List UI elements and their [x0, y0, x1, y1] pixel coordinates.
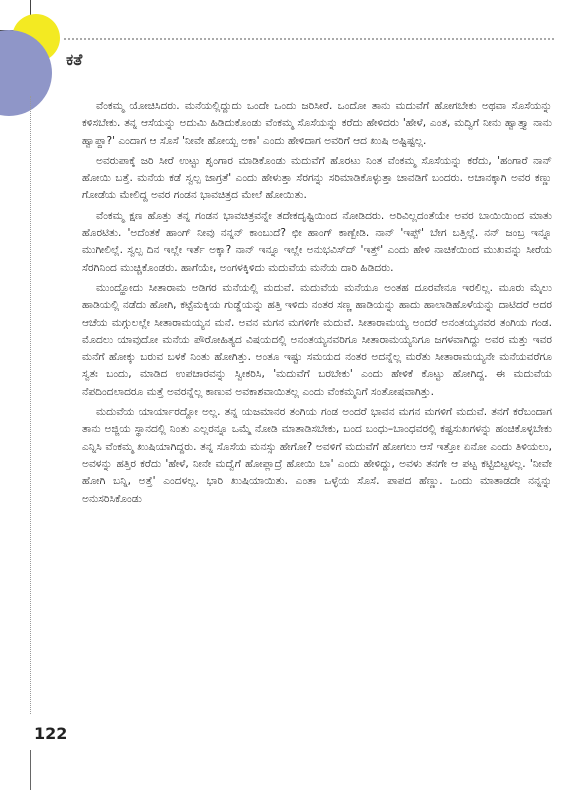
paragraph-5: ಮದುವೆಯ ಯಾರ್ಯಾರದ್ದೋ ಅಲ್ಲ. ತನ್ನ ಯಜಮಾನರ ತಂಗಿಯ ಗಂಡ ಅಂದರೆ ಭಾವನ ಮಗನ ಮಗಳಿಗೆ ಮದುವೆ. ತನಗೆ ಕರೆಬಂದಾಗ ತಾನು ಅಜ್ಜಿಯ ಸ್ಥಾನದಲ್ಲಿ ನಿಂತು ಎಲ್ಲರನ್ನೂ ಒಮ್ಮೆ ನೋಡಿ ಮಾತಾಡಿಸಬೇಕು, ಬಂದ ಬಂಧು–ಬಾಂಧವರಲ್ಲಿ ಕಷ್ಟಸುಖಗಳನ್ನು ಹಂಚಿಕೊಳ್ಳಬೇಕು ಎನ್ನಿಸಿ ವೆಂಕಮ್ಮ ಖುಷಿಯಾಗಿದ್ದರು. ತನ್ನ ಸೊಸೆಯ ಮನಸ್ಸು ಹೇಗೋ? ಅವಳಿಗೆ ಮದುವೆಗೆ ಹೋಗಲು ಆಸೆ ಇತ್ತೋ ಏನೋ ಎಂದು ತಿಳಿಯಲು, ಅವಳನ್ನು ಹತ್ತಿರ ಕರೆದು 'ಹೇಳೆ, ನೀನೇ ಮದ್ವೆಗೆ ಹೋಪ್ಲಾದ್ರೆ ಹೋಯಿ ಬಾ' ಎಂದು ಹೇಳಿದ್ದು, ಅವಳು ತನಗೇ ಆ ಪಟ್ಟ ಕಟ್ಟಿಬಿಟ್ಟಳಲ್ಲ. 'ನೀವೇ ಹೋಗಿ ಬನ್ನಿ, ಅತ್ತೆ' ಎಂದಳಲ್ಲ. ಭಾರಿ ಖುಷಿಯಾಯಿತು. ಎಂತಾ ಒಳ್ಳೆಯ ಸೊಸೆ. ಪಾಪದ ಹೆಣ್ಣು. ಒಂದು ಮಾತಾಡದೇ ನನ್ನನ್ನು ಅನುಸರಿಸಿಕೊಂಡು	[82, 406, 552, 505]
page-number: 122	[34, 724, 68, 743]
paragraph-2: ಅವರುಪಾಕ್ಕೆ ಜರಿ ಸೀರೆ ಉಟ್ಟು ಶೃಂಗಾರ ಮಾಡಿಕೊಂಡು ಮದುವೆಗೆ ಹೊರಟು ನಿಂತ ವೆಂಕಮ್ಮ ಸೊಸೆಯನ್ನು ಕರೆದು, 'ಹಂಗಾರೆ ನಾನ್ ಹೋಯಿ ಬತ್ತೆ. ಮನೆಯ ಕಡೆ ಸ್ವಲ್ಪ ಜಾಗ್ರತೆ' ಎಂದು ಹೇಳುತ್ತಾ ಸೆರಗನ್ನು ಸರಿಮಾಡಿಕೊಳ್ಳುತ್ತಾ ಚಾವಡಿಗೆ ಬಂದರು. ಅಚಾನಕ್ಕಾಗಿ ಅವರ ಕಣ್ಣು ಗೋಡೆಯ ಮೇಲಿದ್ದ ಅವರ ಗಂಡನ ಭಾವಚಿತ್ರದ ಮೇಲೆ ಹೋಯಿತು.	[82, 154, 552, 202]
margin-rule-bottom	[30, 750, 31, 790]
paragraph-4: ಮುಂದ್ಹೋದು ಸೀತಾರಾಮ ಅಡಿಗರ ಮನೆಯಲ್ಲಿ ಮದುವೆ. ಮದುವೆಯ ಮನೆಯೂ ಅಂತಹ ದೂರವೇನೂ ಇರಲಿಲ್ಲ. ಮೂರು ಮೈಲು ಹಾಡಿಯಲ್ಲಿ ನಡೆದು ಹೋಗಿ, ಕಟ್ಟೆಮಕ್ಕಿಯ ಗುಡ್ಡೆಯನ್ನು ಹತ್ತಿ ಇಳಿದು ನಂತರ ಸಣ್ಣ ಹಾಡಿಯನ್ನು ಹಾದು ಹಾಲಾಡಿಹೊಳೆಯನ್ನು ದಾಟಿದರೆ ಅದರ ಆಚೆಯ ಮಗ್ಗುಲಲ್ಲೇ ಸೀತಾರಾಮಯ್ಯನ ಮನೆ. ಅವನ ಮಗನ ಮಗಳಿಗೇ ಮದುವೆ. ಸೀತಾರಾಮಯ್ಯ ಅಂದರೆ ಅನಂತಯ್ಯನವರ ತಂಗಿಯ ಗಂಡ. ಮೊದಲು ಯಾವುದೋ ಮನೆಯ ಪೌರೋಹಿತ್ಯದ ವಿಷಯದಲ್ಲಿ ಅನಂತಯ್ಯನವರಿಗೂ ಸೀತಾರಾಮಯ್ಯನಿಗೂ ಜಗಳವಾಗಿದ್ದು ಅವರ ಮತ್ತು ಇವರ ಮನೆಗೆ ಹೋಕ್ಕು ಬರುವ ಬಳಕೆ ನಿಂತು ಹೋಗಿತ್ತು. ಅಂತೂ ಇಷ್ಟು ಸಮಯದ ನಂತರ ಅದನ್ನೆಲ್ಲ ಮರೆತು ಸೀತಾರಾಮಯ್ಯನೇ ಮನೆಯವರೆಗೂ ಸ್ವತಃ ಬಂದು, ಮಾಡಿದ ಉಪಚಾರವನ್ನು ಸ್ವೀಕರಿಸಿ, 'ಮದುವೆಗೆ ಬರಬೇಕು' ಎಂದು ಹೇಳಿಕೆ ಕೊಟ್ಟು ಹೋಗಿದ್ದ. ಈ ಮದುವೆಯ ನೆಪದಿಂದಲಾದರೂ ಮತ್ತೆ ಅವರನ್ನೆಲ್ಲ ಕಾಣುವ ಅವಕಾಶವಾಯಿತಲ್ಲ ಎಂದು ವೆಂಕಮ್ಮನಿಗೆ ಸಂತೋಷವಾಗಿತ್ತು.	[82, 281, 552, 398]
margin-dotted-rule	[30, 96, 31, 714]
header-dotted-rule	[64, 38, 554, 40]
paragraph-3: ವೆಂಕಮ್ಮ ಕ್ಷಣ ಹೊತ್ತು ತನ್ನ ಗಂಡನ ಭಾವಚಿತ್ರವನ್ನೇ ತದೇಕದೃಷ್ಟಿಯಿಂದ ನೋಡಿದರು. ಅರಿವಿಲ್ಲದಂತೆಯೇ ಅವರ ಬಾಯಿಯಿಂದ ಮಾತು ಹೊರಟಿತು. 'ಅದೆಂತಕೆ ಹಾಂಗ್ ನೀವು ನನ್ನನ್ ಕಾಂಬುದೆ? ಛೀ ಹಾಂಗ್ ಕಾಣ್ಬೇಡಿ. ನಾನ್ 'ಇಪ್ಪ್' ಬೇಗ ಬತ್ತಿಲ್ಲೆ. ನನ್ ಜಂಬ್ರ ಇನ್ನೂ ಮುಗೀಲಿಲ್ಲೆ. ಸ್ವಲ್ಪ ದಿನ ಇಲ್ಲೇ ಇರ್ತೆ ಅಕ್ಕಾ? ನಾನ್ ಇನ್ನೂ ಇಲ್ಲೇ ಅನುಭವಿಸ್‌ದ್ 'ಇತ್ತ್' ಎಂದು ಹೇಳಿ ನಾಚಿಕೆಯಿಂದ ಮುಖವನ್ನು ಸೀರೆಯ ಸೆರಗಿನಿಂದ ಮುಚ್ಚಿಕೊಂಡರು. ಹಾಗೆಯೇ, ಅಂಗಳಕ್ಕಿಳಿದು ಮದುವೆಯ ಮನೆಯ ದಾರಿ ಹಿಡಿದರು.	[82, 209, 552, 274]
section-title: ಕತೆ	[66, 50, 83, 69]
story-body	[82, 98, 552, 511]
paragraph-1: ವೆಂಕಮ್ಮ ಯೋಚಿಸಿದರು. ಮನೆಯಲ್ಲಿದ್ದುದು ಒಂದೇ ಒಂದು ಜರಿಸೀರೆ. ಒಂದೋ ತಾನು ಮದುವೆಗೆ ಹೋಗಬೇಕು ಅಥವಾ ಸೊಸೆಯನ್ನು ಕಳಿಸಬೇಕು. ತನ್ನ ಆಸೆಯನ್ನು ಅದುಮಿ ಹಿಡಿದುಕೊಂಡು ವೆಂಕಮ್ಮ ಸೊಸೆಯನ್ನು ಕರೆದು ಹೇಳಿದರು 'ಹೇಳೆ, ಎಂತ, ಮದ್ವಿಗೆ ನೀನು ಹ್ವಾತ್ತ್ಯಾ ನಾನು ಹ್ವಾಪ್ದಾ?' ಎಂದಾಗ ಆ ಸೊಸೆ 'ನೀವೇ ಹೋಯ್ಬ ಅಕಾ' ಎಂದು ಹೇಳಿದಾಗ ಅವರಿಗೆ ಆದ ಖುಷಿ ಅಷ್ಟಿಷ್ಟಲ್ಲ.	[82, 100, 552, 147]
